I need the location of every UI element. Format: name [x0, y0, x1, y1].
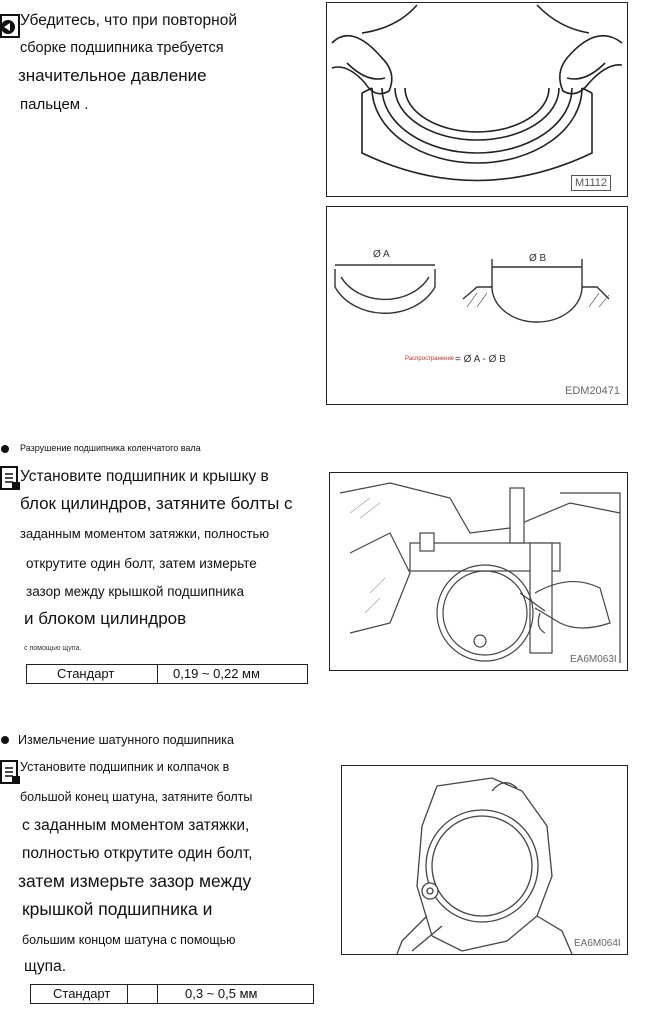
measure-note-icon — [0, 760, 22, 786]
figure-code: EA6M064I — [574, 938, 621, 949]
text-line: крышкой подшипника и — [22, 899, 213, 919]
text-line: заданным моментом затяжки, полностью — [20, 526, 270, 541]
connecting-rod-figure — [341, 765, 628, 955]
figure-code: M1112 — [571, 175, 611, 191]
text-line: и блоком цилиндров — [24, 609, 187, 628]
text-line: затем измерьте зазор между — [18, 871, 252, 891]
spec-table — [30, 984, 314, 1004]
text-line: зазор между крышкой подшипника — [26, 584, 244, 599]
text-line: Убедитесь, что при повторной — [20, 12, 237, 29]
text-line: блок цилиндров, затяните болты с — [20, 494, 293, 513]
crankshaft-cap-figure — [329, 472, 628, 671]
crankshaft-cap-illustration — [330, 473, 627, 670]
measure-note-icon — [0, 466, 22, 492]
spec-label: Стандарт — [53, 986, 111, 1001]
text-line: открутите один болт, затем измерьте — [26, 556, 257, 571]
figure-code: EDM20471 — [565, 385, 621, 397]
bullet-icon — [1, 445, 9, 453]
text-line: полностью открутите один болт, — [22, 845, 253, 862]
spec-value: 0,19 ~ 0,22 мм — [173, 666, 260, 681]
bullet-icon — [1, 736, 9, 744]
text-line: большой конец шатуна, затяните болты — [20, 790, 253, 804]
section-heading: Измельчение шатунного подшипника — [18, 733, 234, 747]
figure-code: EA6M063I — [570, 654, 617, 665]
text-line: сборке подшипника требуется — [20, 40, 224, 56]
text-line: большим концом шатуна с помощью — [22, 933, 236, 947]
spec-table — [26, 664, 308, 684]
bearing-press-illustration — [327, 3, 627, 196]
spec-value: 0,3 ~ 0,5 мм — [185, 986, 258, 1001]
connecting-rod-illustration — [342, 766, 627, 954]
text-line: значительное давление — [18, 66, 207, 85]
info-note-icon — [0, 14, 22, 40]
text-line: с заданным моментом затяжки, — [22, 817, 250, 834]
text-line: с помощью щупа. — [24, 645, 82, 652]
section-heading: Разрушение подшипника коленчатого вала — [20, 443, 201, 453]
text-line: Установите подшипник и колпачок в — [20, 760, 230, 774]
spec-label: Стандарт — [57, 666, 115, 681]
diameter-diagram — [327, 207, 627, 404]
formula: = Ø A - Ø B — [455, 354, 506, 365]
diameter-b-label: Ø B — [529, 253, 547, 264]
diameter-a-label: Ø A — [373, 249, 390, 260]
text-line: Установите подшипник и крышку в — [20, 468, 269, 485]
diameter-diagram-figure — [326, 206, 628, 405]
formula-prefix: Распространение — [405, 356, 455, 362]
text-line: пальцем . — [20, 96, 89, 113]
text-line: щупа. — [24, 958, 66, 975]
bearing-press-figure — [326, 2, 628, 197]
